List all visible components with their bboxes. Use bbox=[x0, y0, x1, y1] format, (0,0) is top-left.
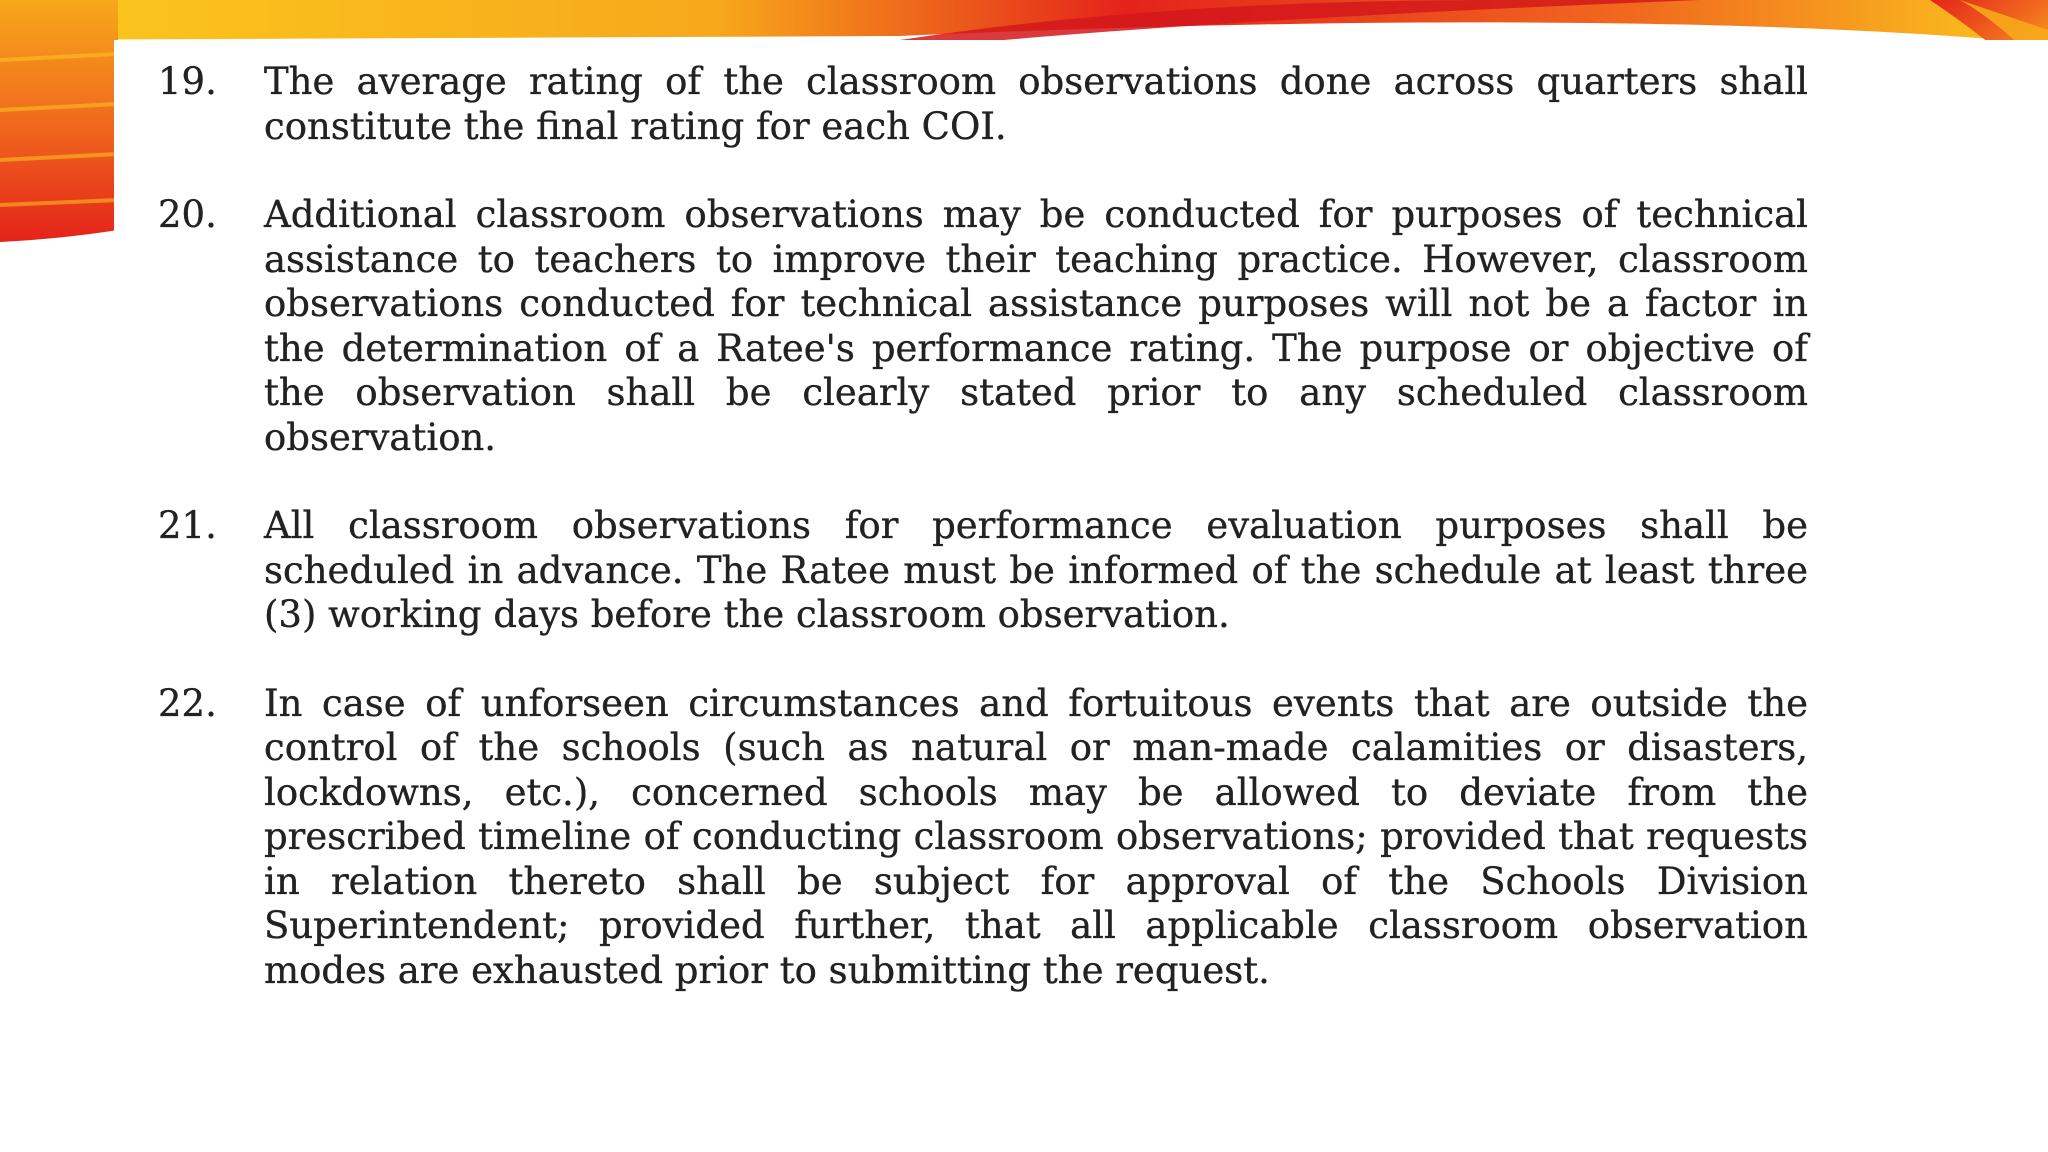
paragraph-19 bbox=[158, 60, 1808, 149]
paragraph-20 bbox=[158, 193, 1808, 460]
paragraph-number: 21. bbox=[158, 504, 217, 547]
paragraph-22 bbox=[158, 682, 1808, 994]
numbered-paragraphs bbox=[158, 60, 1808, 993]
paragraph-text: The average rating of the classroom observations done across quarters shall constitute the final rating for each COI. bbox=[264, 60, 1808, 148]
paragraph-number: 22. bbox=[158, 681, 217, 725]
paragraph-21 bbox=[158, 504, 1808, 638]
paragraph-number: 19. bbox=[158, 60, 217, 103]
paragraph-number: 20. bbox=[158, 193, 217, 236]
paragraph-text: Additional classroom observations may be conducted for purposes of technical assistance to teachers to improve their teaching practice. However, classroom observations conducted for technical assistance purposes will not be a factor in the determination of a Ratee's performance rating. The purpose or objective of the observation shall be clearly stated prior to any scheduled classroom observation. bbox=[264, 193, 1808, 459]
paragraph-text: In case of unforseen circumstances and fortuitous events that are outside the control of the schools (such as natural or man-made calamities or disasters, lockdowns, etc.), concerned schools may be allowed to deviate from the prescribed timeline of conducting classroom observations; provided that requests in relation thereto shall be subject for approval of the Schools Division Superintendent; provided further, that all applicable classroom observation modes are exhausted prior to submitting the request. bbox=[264, 681, 1808, 992]
paragraph-text: All classroom observations for performance evaluation purposes shall be scheduled in advance. The Ratee must be informed of the schedule at least three (3) working days before the classroom observation. bbox=[264, 504, 1808, 636]
